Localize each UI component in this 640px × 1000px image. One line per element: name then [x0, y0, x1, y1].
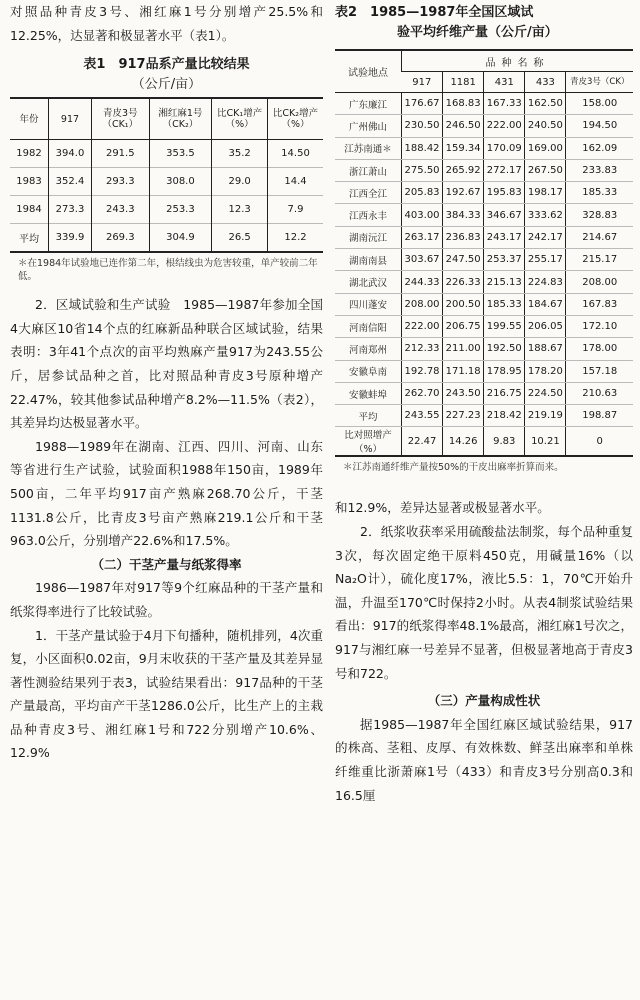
table2-row-cell: 167.83 [566, 293, 633, 315]
table2-row-cell: 194.50 [566, 115, 633, 137]
table2-row-cell: 167.33 [484, 93, 525, 115]
table2-variety-header: 品种名称 [402, 50, 634, 72]
table2-row [335, 204, 633, 226]
table2 [335, 49, 633, 457]
table1-row-cell: 394.0 [49, 140, 92, 168]
table2-title-line2: 验平均纤维产量（公斤/亩） [397, 25, 558, 40]
table2-row-cell: 262.70 [402, 382, 443, 404]
table1-row-cell: 14.50 [267, 140, 323, 168]
table2-row-label: 平均 [335, 405, 402, 427]
table2-row-label: 比对照增产（%） [335, 427, 402, 457]
table1-row-cell: 269.3 [92, 224, 150, 253]
table1-row [10, 196, 323, 224]
table1-row-cell: 35.2 [212, 140, 268, 168]
table2-row-cell: 192.78 [402, 360, 443, 382]
table2-row-cell: 226.33 [443, 271, 484, 293]
table2-row-cell: 178.95 [484, 360, 525, 382]
table2-row-cell: 159.34 [443, 137, 484, 159]
table2-row-cell: 216.75 [484, 382, 525, 404]
table2-row [335, 382, 633, 404]
table2-row-cell: 176.67 [402, 93, 443, 115]
table2-row-cell: 224.50 [525, 382, 566, 404]
table1-row-cell: 14.4 [267, 168, 323, 196]
table2-row-cell: 346.67 [484, 204, 525, 226]
table2-row-cell: 192.50 [484, 338, 525, 360]
table2-row-cell: 242.17 [525, 226, 566, 248]
table2-row-cell: 188.42 [402, 137, 443, 159]
table2-row-cell: 208.00 [402, 293, 443, 315]
table2-row-label: 安徽阜南 [335, 360, 402, 382]
table2-row-cell: 246.50 [443, 115, 484, 137]
table2-row-cell: 169.00 [525, 137, 566, 159]
table1-header: 青皮3号（CK₁） [92, 98, 150, 140]
paragraph-production-trial: 1988—1989年在湖南、江西、四川、河南、山东等省进行生产试验，试验面积1988年150亩，1989年500亩，二年平均917亩产熟麻268.70公斤，干茎1131.8公斤，比青皮3号亩产熟麻219.1公斤和干茎963.0公斤，分别增产22.6%和17.5%。 [10, 438, 323, 549]
table2-row-cell: 170.09 [484, 137, 525, 159]
table2-row-cell: 253.37 [484, 249, 525, 271]
table2-variety: 917 [402, 72, 443, 93]
table1-row-cell: 353.5 [149, 140, 212, 168]
table1-row [10, 224, 323, 253]
table1-row-label: 1983 [10, 168, 49, 196]
table2-site-header: 试验地点 [335, 50, 402, 93]
table1-row-cell: 352.4 [49, 168, 92, 196]
left-column [10, 0, 323, 765]
table2-row-cell: 178.00 [566, 338, 633, 360]
table2-row-cell: 208.00 [566, 271, 633, 293]
table2-row-cell: 219.19 [525, 405, 566, 427]
table2-row-cell: 222.00 [402, 315, 443, 337]
table2-row-cell: 185.33 [484, 293, 525, 315]
table2-row-label: 安徽蚌埠 [335, 382, 402, 404]
paragraph-yield-traits: 据1985—1987年全国红麻区域试验结果，917的株高、茎粗、皮厚、有效株数、鲜茎出麻率和单株纤维重比浙萧麻1号（433）和青皮3号分别高0.3和16.5厘 [335, 716, 633, 803]
table2-row-cell: 206.75 [443, 315, 484, 337]
table2-row-cell: 178.20 [525, 360, 566, 382]
table2-row-cell: 227.23 [443, 405, 484, 427]
table2-row-cell: 303.67 [402, 249, 443, 271]
table1-row [10, 140, 323, 168]
table2-row-cell: 236.83 [443, 226, 484, 248]
table2-row-cell: 403.00 [402, 204, 443, 226]
table2-row-label: 湖南南县 [335, 249, 402, 271]
table2-row-cell: 199.55 [484, 315, 525, 337]
table2-variety: 青皮3号（CK） [566, 72, 633, 93]
table2-row [335, 315, 633, 337]
table2-row-label: 河南郑州 [335, 338, 402, 360]
table2-row [335, 405, 633, 427]
table1-note: ＊在1984年试验地已连作第二年，根结线虫为危害较重，单产较前二年低。 [18, 258, 318, 283]
table2-row [335, 137, 633, 159]
table2-row-cell: 218.42 [484, 405, 525, 427]
paragraph-comparison: 1986—1987年对917等9个红麻品种的干茎产量和纸浆得率进行了比较试验。 [10, 580, 323, 619]
table2-row-label: 河南信阳 [335, 315, 402, 337]
table2-row-cell: 192.67 [443, 182, 484, 204]
table2-row-cell: 275.50 [402, 159, 443, 181]
table2-row-cell: 171.18 [443, 360, 484, 382]
table2-row-cell: 9.83 [484, 427, 525, 457]
table2-row-cell: 168.83 [443, 93, 484, 115]
table2-row-cell: 184.67 [525, 293, 566, 315]
table1-title: 表1 917品系产量比较结果 [83, 57, 250, 73]
table2-row-cell: 162.50 [525, 93, 566, 115]
table2-row [335, 360, 633, 382]
table2-row-cell: 205.83 [402, 182, 443, 204]
table2-row [335, 271, 633, 293]
table2-row [335, 159, 633, 181]
table2-row-cell: 10.21 [525, 427, 566, 457]
table1-row-cell: 253.3 [149, 196, 212, 224]
table1-row-cell: 308.0 [149, 168, 212, 196]
table1-row-cell: 293.3 [92, 168, 150, 196]
table1-row [10, 168, 323, 196]
table2-row-cell: 211.00 [443, 338, 484, 360]
table1-header: 比CK₂增产（%） [267, 98, 323, 140]
table2-row-cell: 333.62 [525, 204, 566, 226]
table2-row-cell: 215.17 [566, 249, 633, 271]
table2-row-cell: 172.10 [566, 315, 633, 337]
table1 [10, 97, 323, 253]
table2-row-label: 广州佛山 [335, 115, 402, 137]
table2-row-cell: 185.33 [566, 182, 633, 204]
intro-paragraph: 对照品种青皮3号、湘红麻1号分别增产25.5%和12.25%，达显著和极显著水平（表1）。 [10, 4, 323, 43]
table1-row-cell: 304.9 [149, 224, 212, 253]
table1-row-cell: 243.3 [92, 196, 150, 224]
table1-row-label: 1984 [10, 196, 49, 224]
table2-row-cell: 244.33 [402, 271, 443, 293]
table1-header: 湘红麻1号（CK₂） [149, 98, 212, 140]
table1-row-label: 1982 [10, 140, 49, 168]
table2-row-cell: 243.55 [402, 405, 443, 427]
table2-row [335, 249, 633, 271]
table2-variety: 431 [484, 72, 525, 93]
table1-row-cell: 12.2 [267, 224, 323, 253]
table2-row-cell: 14.26 [443, 427, 484, 457]
table2-row-cell: 255.17 [525, 249, 566, 271]
table2-row-label: 江西全江 [335, 182, 402, 204]
table2-row [335, 182, 633, 204]
table2-row [335, 293, 633, 315]
table2-row-cell: 222.00 [484, 115, 525, 137]
table2-row-label: 湖南沅江 [335, 226, 402, 248]
table2-row-cell: 214.67 [566, 226, 633, 248]
table2-row-cell: 198.17 [525, 182, 566, 204]
table1-row-cell: 291.5 [92, 140, 150, 168]
paragraph-pulp-yield: 2．纸浆收获率采用硫酸盐法制浆，每个品种重复3次，每次固定绝干原料450克，用碱量16%（以Na₂O计），硫化度17%，液比5.5：1，70℃开始升温，升温至170℃时保持2小时。从表4制浆试验结果看出：917的纸浆得率48.1%最高，湘红麻1号次之，917与湘红麻一号差异不显著，但极显著地高于青皮3号和722。 [335, 524, 633, 681]
table1-header: 比CK₁增产（%） [212, 98, 268, 140]
section-heading-stem-yield: （二）干茎产量与纸浆得率 [91, 556, 242, 572]
table2-row [335, 226, 633, 248]
table2-row-cell: 22.47 [402, 427, 443, 457]
table2-row [335, 338, 633, 360]
table2-row-cell: 157.18 [566, 360, 633, 382]
table2-row-label: 江苏南通＊ [335, 137, 402, 159]
table2-row-cell: 233.83 [566, 159, 633, 181]
table2-variety: 433 [525, 72, 566, 93]
table2-row [335, 115, 633, 137]
table2-row-cell: 215.13 [484, 271, 525, 293]
table1-row-cell: 7.9 [267, 196, 323, 224]
table2-note: ＊江苏南通纤维产量按50%的干皮出麻率折算而来。 [343, 462, 564, 474]
table2-variety: 1181 [443, 72, 484, 93]
table2-row-cell: 247.50 [443, 249, 484, 271]
paragraph-continued: 和12.9%，差异达显著或极显著水平。 [335, 500, 550, 516]
right-column [335, 0, 633, 807]
table2-row-label: 广东廉江 [335, 93, 402, 115]
table2-row-cell: 328.83 [566, 204, 633, 226]
paragraph-stem-yield: 1．干茎产量试验于4月下旬播种，随机排列，4次重复，小区面积0.02亩，9月末收获的干茎产量及其差异显著性测验结果列于表3，试验结果看出：917品种的干茎产量最高，平均亩产干茎1286.0公斤，比生产上的主栽品种青皮3号、湘红麻1号和722分别增产10.6%、12.9% [10, 627, 323, 761]
table2-row-cell: 267.50 [525, 159, 566, 181]
table2-row-cell: 162.09 [566, 137, 633, 159]
table2-row-label: 湖北武汉 [335, 271, 402, 293]
paragraph-regional-trial: 2．区域试验和生产试验 1985—1987年参加全国4大麻区10省14个点的红麻新品种联合区域试验，结果表明：3年41个点次的亩平均熟麻产量917为243.55公斤，居参试品种之首，比对照品种青皮3号原种增产22.47%，较其他参试品种增产8.2%—11.5%（表2），其差异均达极显著水平。 [10, 297, 323, 431]
table1-unit: （公斤/亩） [131, 77, 202, 93]
table2-row-cell: 158.00 [566, 93, 633, 115]
table2-row [335, 427, 633, 457]
table2-row-cell: 206.05 [525, 315, 566, 337]
table2-row-cell: 240.50 [525, 115, 566, 137]
table2-title-line1: 表2 1985—1987年全国区域试 [335, 5, 534, 20]
table1-row-cell: 273.3 [49, 196, 92, 224]
table2-row-cell: 200.50 [443, 293, 484, 315]
table2-row-label: 四川蓬安 [335, 293, 402, 315]
section-heading-yield-traits: （三）产量构成性状 [427, 693, 541, 709]
table2-row-cell: 212.33 [402, 338, 443, 360]
table2-row-cell: 263.17 [402, 226, 443, 248]
table2-row-cell: 230.50 [402, 115, 443, 137]
table2-row-cell: 272.17 [484, 159, 525, 181]
table1-row-cell: 339.9 [49, 224, 92, 253]
table2-row-cell: 265.92 [443, 159, 484, 181]
table1-row-cell: 12.3 [212, 196, 268, 224]
table1-row-cell: 29.0 [212, 168, 268, 196]
table1-row-label: 平均 [10, 224, 49, 253]
table2-row-cell: 188.67 [525, 338, 566, 360]
table2-row-cell: 384.33 [443, 204, 484, 226]
table1-row-cell: 26.5 [212, 224, 268, 253]
table2-row-cell: 195.83 [484, 182, 525, 204]
table2-row-cell: 243.17 [484, 226, 525, 248]
table2-row-cell: 243.50 [443, 382, 484, 404]
table1-header: 年份 [10, 98, 49, 140]
table1-header: 917 [49, 98, 92, 140]
table2-row-cell: 198.87 [566, 405, 633, 427]
table2-row-cell: 0 [566, 427, 633, 457]
table2-row-cell: 224.83 [525, 271, 566, 293]
table2-row-label: 浙江萧山 [335, 159, 402, 181]
table2-row-cell: 210.63 [566, 382, 633, 404]
table2-row [335, 93, 633, 115]
table2-row-label: 江西永丰 [335, 204, 402, 226]
table2-title [335, 3, 633, 43]
